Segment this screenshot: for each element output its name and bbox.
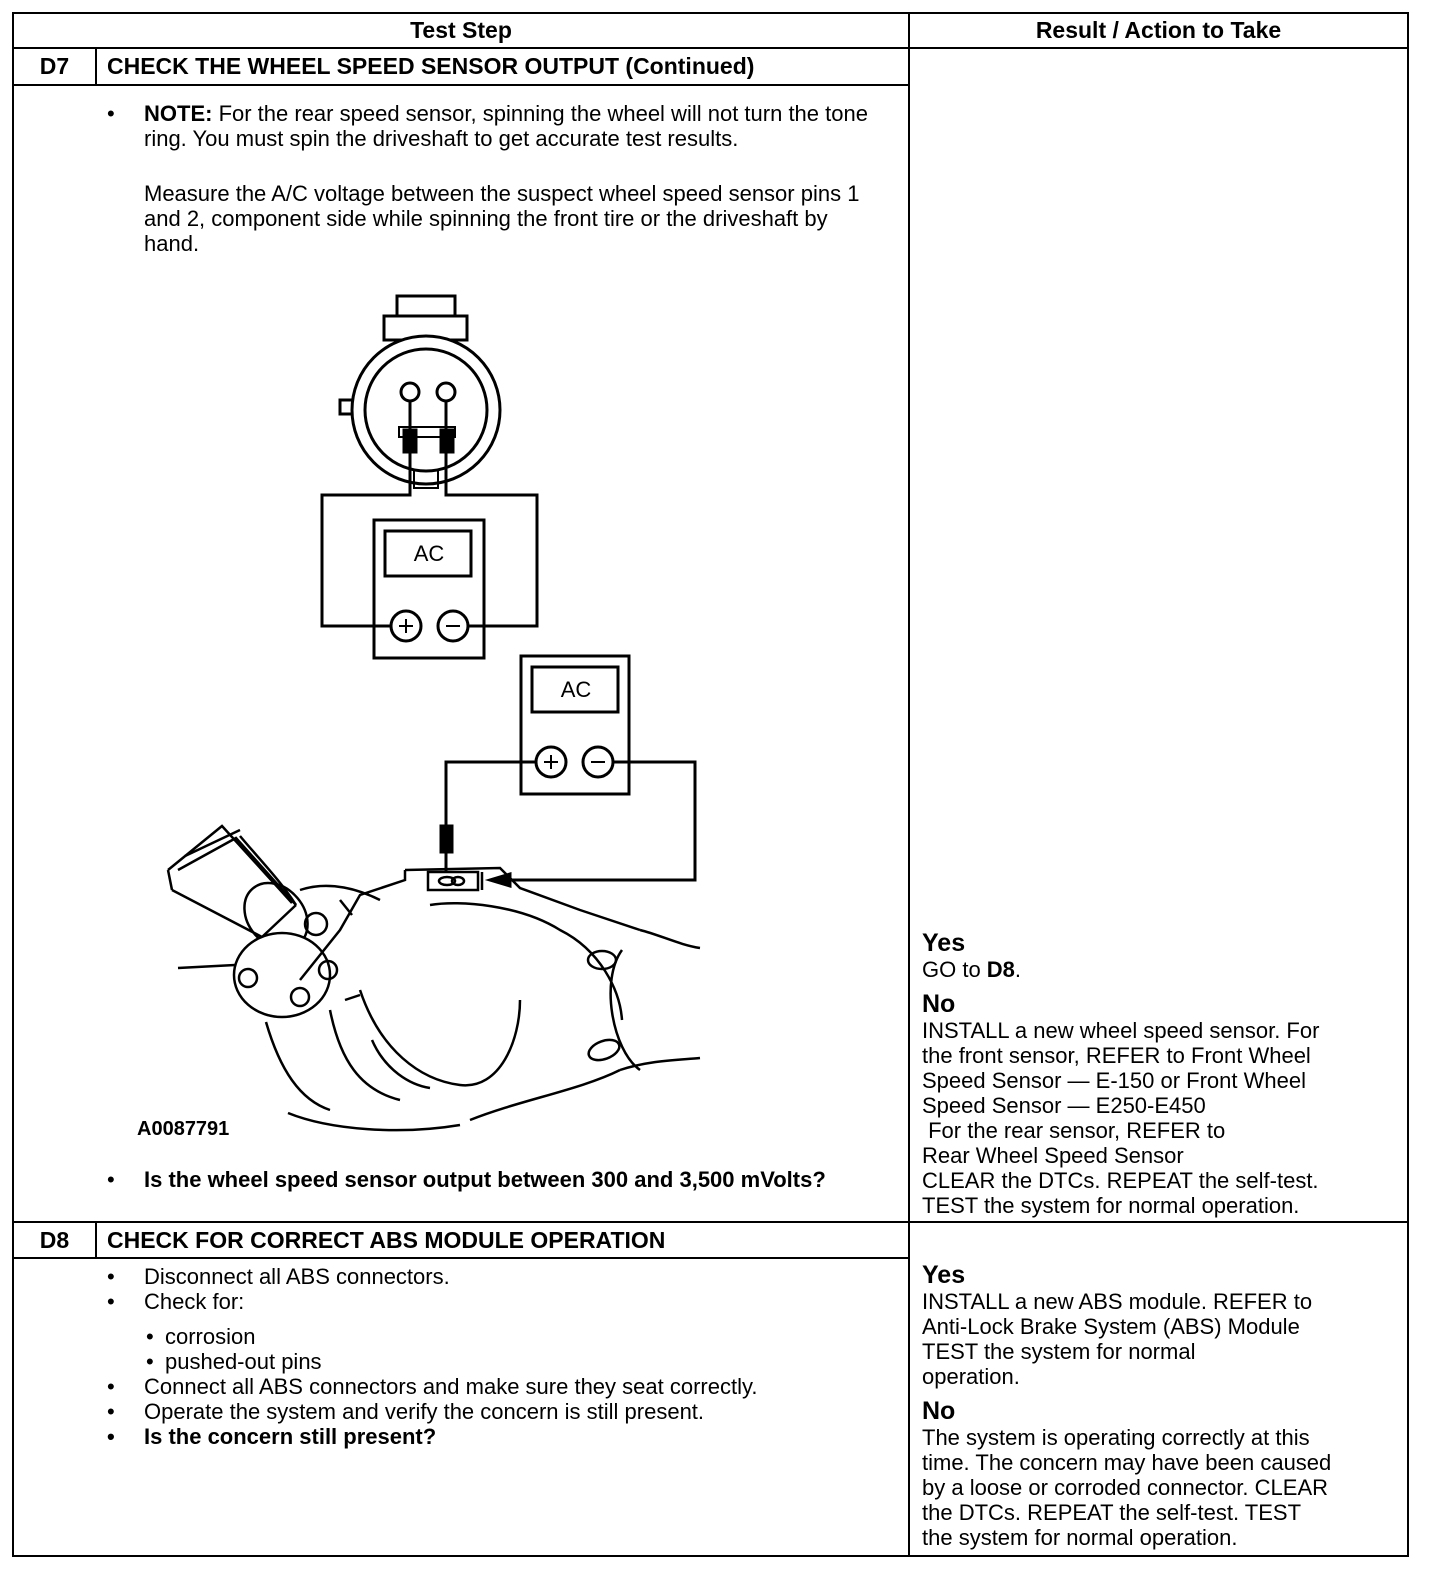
d7-measure-text: Measure the A/C voltage between the suspect wheel speed sensor pins 1 and 2, component side while spinning the front tire or the driveshaft by hand.	[144, 181, 860, 256]
d7-question: Is the wheel speed sensor output between 300 and 3,500 mVolts?	[144, 1167, 826, 1192]
d7-no-label: No	[922, 990, 956, 1018]
figure-id: A0087791	[137, 1118, 230, 1140]
d8-step4-bullet: •	[107, 1399, 115, 1424]
d8-yes-line: Anti-Lock Brake System (ABS) Module	[922, 1314, 1300, 1339]
d8-no-line: The system is operating correctly at this	[922, 1425, 1310, 1450]
d7-yes-target: D8	[986, 957, 1015, 982]
d7-result	[922, 930, 1402, 1218]
d7-question-bullet: •	[107, 1167, 115, 1192]
d8-no-line: the system for normal operation.	[922, 1525, 1238, 1550]
d8-step1: Disconnect all ABS connectors.	[144, 1264, 450, 1289]
d8-yes-line: operation.	[922, 1364, 1020, 1389]
d7-step-code: D7	[39, 53, 70, 79]
d8-no-label: No	[922, 1397, 956, 1425]
d8-sub2-bullet: •	[146, 1349, 154, 1374]
d8-sub1: corrosion	[165, 1324, 256, 1349]
d8-no-line: the DTCs. REPEAT the self-test. TEST	[922, 1500, 1302, 1525]
d7-no-line: TEST the system for normal operation.	[922, 1193, 1300, 1218]
d7-no-line: CLEAR the DTCs. REPEAT the self-test.	[922, 1168, 1319, 1193]
d8-step-title: CHECK FOR CORRECT ABS MODULE OPERATION	[107, 1227, 666, 1253]
d8-no-line: time. The concern may have been caused	[922, 1450, 1332, 1475]
d7-step-title: CHECK THE WHEEL SPEED SENSOR OUTPUT (Continued)	[107, 53, 755, 79]
d7-no-line: Rear Wheel Speed Sensor	[922, 1143, 1184, 1168]
d8-step3: Connect all ABS connectors and make sure they seat correctly.	[144, 1374, 758, 1399]
d7-no-line: Speed Sensor — E-150 or Front Wheel	[922, 1068, 1306, 1093]
d8-question-bullet: •	[107, 1424, 115, 1449]
d7-yes-label: Yes	[922, 929, 966, 957]
d7-no-line: For the rear sensor, REFER to	[922, 1118, 1226, 1143]
d7-yes-end: .	[1014, 957, 1022, 982]
d8-sub1-bullet: •	[146, 1324, 154, 1349]
d7-note-bullet: •	[107, 101, 115, 126]
d8-step-code: D8	[39, 1227, 70, 1253]
d8-step2: Check for:	[144, 1289, 245, 1314]
d7-yes-action	[922, 957, 1402, 982]
d7-no-line: Speed Sensor — E250-E450	[922, 1093, 1206, 1118]
d8-yes-label: Yes	[922, 1261, 966, 1289]
rear-axle-housing-icon	[168, 826, 700, 1130]
d7-no-line: INSTALL a new wheel speed sensor. For	[922, 1018, 1320, 1043]
d7-no-line: the front sensor, REFER to Front Wheel	[922, 1043, 1311, 1068]
d8-result	[922, 1262, 1402, 1550]
d7-yes-go-text: GO to	[922, 957, 987, 982]
d8-sub2: pushed-out pins	[165, 1349, 322, 1374]
d8-yes-line: TEST the system for normal	[922, 1339, 1196, 1364]
d8-step2-bullet: •	[107, 1289, 115, 1314]
d8-step4: Operate the system and verify the concern is still present.	[144, 1399, 705, 1424]
d7-note-text: For the rear speed sensor, spinning the wheel will not turn the tone ring. You must spin the driveshaft to get accurate test results.	[144, 101, 868, 151]
d8-yes-line: INSTALL a new ABS module. REFER to	[922, 1289, 1313, 1314]
meter1-display-label: AC	[413, 541, 445, 566]
sensor-connector-icon	[340, 296, 500, 488]
d7-note-label: NOTE:	[144, 101, 213, 126]
d8-step1-bullet: •	[107, 1264, 115, 1289]
d8-question: Is the concern still present?	[144, 1424, 437, 1449]
header-result-action: Result / Action to Take	[1035, 17, 1282, 43]
d8-step3-bullet: •	[107, 1374, 115, 1399]
meter2-display-label: AC	[560, 677, 592, 702]
header-test-step: Test Step	[410, 17, 512, 43]
d8-no-line: by a loose or corroded connector. CLEAR	[922, 1475, 1329, 1500]
